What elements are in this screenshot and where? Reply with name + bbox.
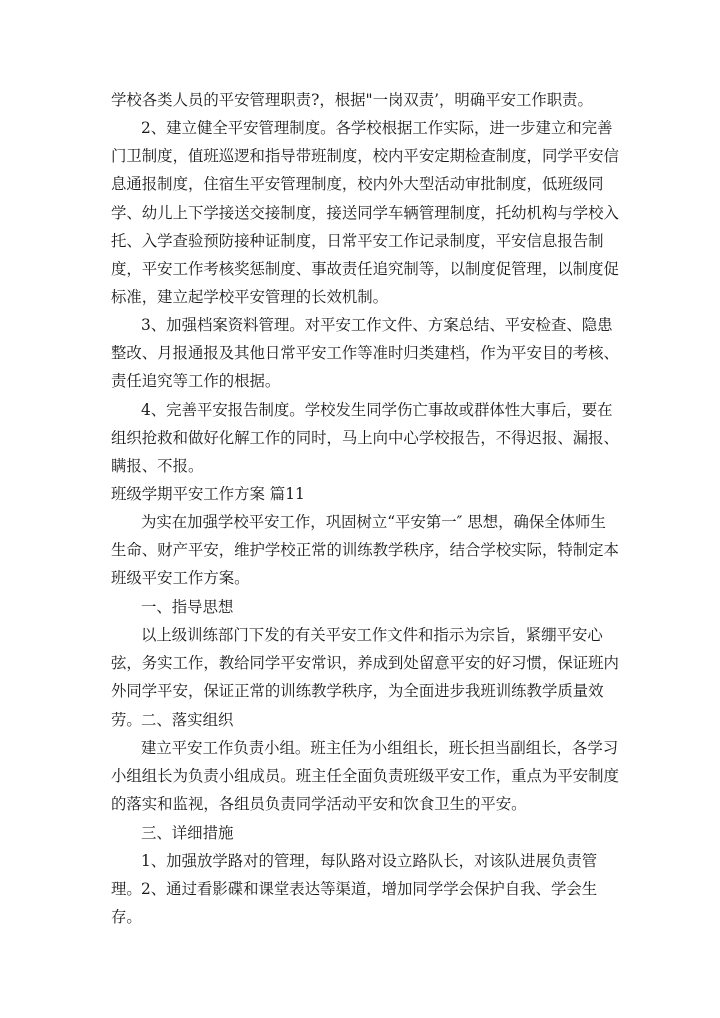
paragraph-item-2-management-system: 2、建立健全平安管理制度。各学校根据工作实际，进一步建立和完善门卫制度，值班巡逻和指导带班制度，校内平安定期检查制度，同学平安信息通报制度，住宿生平安管理制度，校内外大型活动审批制度，低班级同学、幼儿上下学接送交接制度，接送同学车辆管理制度，托幼机构与学校入托、入学查验预防接种证制度，日常平安工作记录制度，平安信息报告制度，平安工作考核奖惩制度、事故责任追究制等，以制度促管理，以制度促标准，建立起学校平安管理的长效机制。 [111, 119, 619, 307]
section-heading-measures: 三、详细措施 [141, 824, 234, 842]
article-heading: 班级学期平安工作方案 篇11 [111, 485, 305, 503]
paragraph-measure-1: 1、加强放学路对的管理，每队路对设立路队长，对该队进展负责管理。 [111, 852, 598, 899]
paragraph-item-3-archives: 3、加强档案资料管理。对平安工作文件、方案总结、平安检查、隐患整改、月报通报及其他日常平安工作等准时归类建档，作为平安目的考核、责任追究等工作的根据。 [111, 316, 619, 391]
paragraph-organization: 建立平安工作负责小组。班主任为小组组长，班长担当副组长，各学习小组组长为负责小组成员。班主任全面负责班级平安工作，重点为平安制度的落实和监视，各组员负责同学活动平安和饮食卫生的平安。 [111, 739, 619, 814]
section-heading-guiding-ideology: 一、指导思想 [141, 598, 234, 616]
paragraph-item-4-reporting: 4、完善平安报告制度。学校发生同学伤亡事故或群体性大事后，要在组织抢救和做好化解工作的同时，马上向中心学校报告，不得迟报、漏报、瞒报、不报。 [111, 401, 619, 476]
paragraph-guiding-ideology: 以上级训练部门下发的有关平安工作文件和指示为宗旨，紧绷平安心弦，务实工作，教给同学平安常识，养成到处留意平安的好习惯，保证班内外同学平安，保证正常的训练教学秩序，为全面进步我班训练教学质量效劳。 [111, 626, 619, 729]
paragraph-responsibilities: 学校各类人员的平安管理职责?，根据"一岗双责’，明确平安工作职责。 [111, 91, 593, 109]
section-heading-organization: 二、落实组织 [141, 711, 234, 729]
paragraph-intro: 为实在加强学校平安工作，巩固树立“平安第一″ 思想，确保全体师生生命、财产平安，维护学校正常的训练教学秩序，结合学校实际，特制定本班级平安工作方案。 [111, 513, 619, 588]
paragraph-measure-2: 2、通过看影碟和课堂表达等渠道，增加同学学会保护自我、学会生存。 [111, 880, 598, 927]
